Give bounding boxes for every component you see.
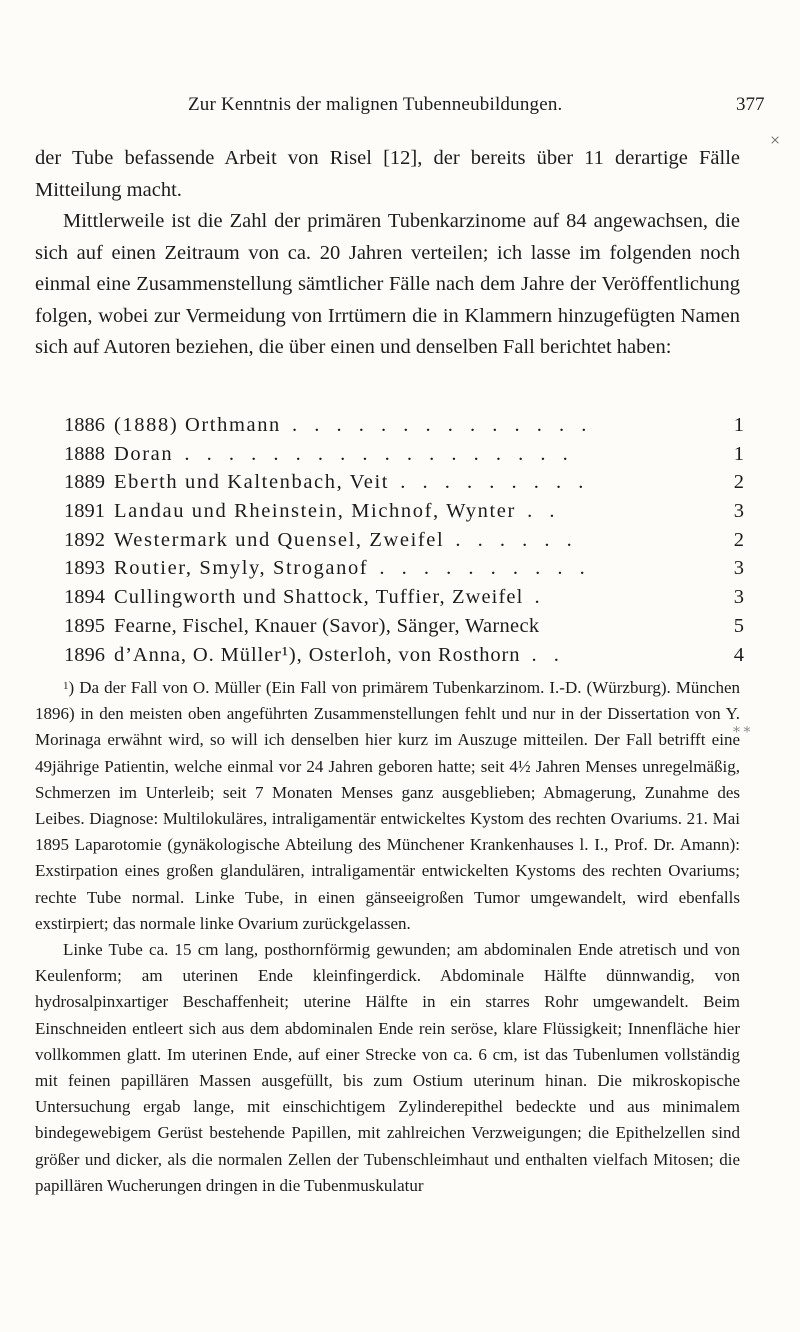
case-row [64,526,744,555]
case-count: 1 [733,414,744,436]
case-authors: Fearne, Fischel, Knauer (Savor), Sänger, Warneck [114,614,540,637]
footnote-paragraph-1 [35,675,740,937]
case-row [64,497,744,526]
case-year: 1895 [64,614,105,637]
case-count: 2 [733,528,744,551]
intro-paragraph-2: Mittlerweile ist die Zahl der primären Tubenkarzinome auf 84 angewachsen, die sich auf einen Zeitraum von ca. 20 Jahren verteilen; ich lasse im folgenden noch einmal eine Zusammenstellung sämtlicher Fälle nach dem Jahre der Veröffentlichung folgen, wobei zur Vermeidung von Irrtümern die in Klammern hinzugefügten Namen sich auf Autoren beziehen, die über einen und denselben Fall berichtet haben: [35,210,740,358]
case-year: 1894 [64,586,105,609]
case-count: 4 [733,643,744,666]
footnote-text-1: ) Da der Fall von O. Müller (Ein Fall von primärem Tubenkarzinom. I.-D. (Würzburg). München 1896) in den meisten oben angeführten Zusammenstellungen fehlt und nur in der Dissertation von Y. Morinaga erwähnt wird, so will ich denselben hier kurz im Auszuge mitteilen. Der Fall betrifft eine 49jährige Patientin, welche einmal vor 24 Jahren geboren hatte; seit 4½ Jahren Menses unregelmäßig, Schmerzen im Unterleib; seit 7 Monaten Menses ganz ausgeblieben; Abmagerung, Zunahme des Leibes. Diagnose: Multilokuläres, intraligamentär entwickeltes Kystom des rechten Ovariums. 21. Mai 1895 Laparotomie (gynäkologische Abteilung des Münchener Krankenhauses l. I., Prof. Dr. Amann): Exstirpation eines großen glandulären, intraligamentär entwickelten Kystoms des rechten Ovariums; rechte Tube normal. Linke Tube, in einen gänseeigroßen Tumor umgewandelt, wird ebenfalls exstirpiert; das normale linke Ovarium zurückgelassen. [35,678,740,933]
case-count: 3 [733,586,744,609]
leader-dots: . . [520,643,565,666]
case-row [64,468,744,497]
case-row [64,411,744,440]
margin-mark: × [770,130,781,150]
leader-dots: . . . . . . . . . . [368,557,591,580]
case-row [64,554,744,583]
leader-dots: . . . . . . . . . [389,471,590,494]
running-title: Zur Kenntnis der malignen Tubenneubildungen. [188,94,563,115]
leader-dots: . . . . . . [444,528,578,551]
intro-text [35,143,740,364]
margin-smudge: ⁎ ⁎ [733,721,751,736]
case-count: 3 [733,500,744,523]
case-authors: (1888) Orthmann [114,414,281,436]
leader-dots: . . . . . . . . . . . . . . [280,414,593,436]
case-year: 1896 [64,643,105,666]
case-count: 5 [733,614,744,637]
intro-paragraph-1: der Tube befassende Arbeit von Risel [12], der bereits über 11 derartige Fälle Mitteilung macht. [35,147,740,201]
case-authors: Cullingworth und Shattock, Tuffier, Zweifel [114,586,524,609]
page-number: 377 [736,94,765,115]
leader-dots: . [523,586,546,609]
case-authors: Westermark und Quensel, Zweifel [114,528,445,551]
case-row [64,583,744,612]
case-authors: d’Anna, O. Müller¹), Osterloh, von Rosthorn [114,643,521,666]
case-row [64,641,744,670]
case-authors: Landau und Rheinstein, Michnof, Wynter [114,500,516,523]
case-year: 1886 [64,414,105,436]
case-count: 1 [733,442,744,465]
case-year: 1889 [64,471,105,494]
case-authors: Routier, Smyly, Stroganof [114,557,369,580]
footnote-paragraph-2: Linke Tube ca. 15 cm lang, posthornförmig gewunden; am abdominalen Ende atretisch und von Keulenform; am uterinen Ende kleinfingerdick. Abdominale Hälfte dünnwandig, von hydrosalpinxartiger Beschaffenheit; uterine Hälfte in ein starres Rohr umgewandelt. Beim Einschneiden entleert sich aus dem abdominalen Ende rein seröse, klare Flüssigkeit; Innenfläche hier vollkommen glatt. Im uterinen Ende, auf einer Strecke von ca. 6 cm, ist das Tubenlumen vollständig mit feinen papillären Massen ausgefüllt, bis zum Ostium uterinum hinan. Die mikroskopische Untersuchung ergab lange, mit einschichtigem Zylinderepithel bedeckte und aus minimalem bindegewebigem Gerüst bestehende Papillen, mit zahlreichen Verzweigungen; die Epithelzellen sind größer und dicker, als die normalen Zellen der Tubenschleimhaut und enthalten vielfach Mitosen; die papillären Wucherungen dringen in die Tubenmuskulatur [35,940,740,1195]
case-row [64,612,744,641]
case-authors: Eberth und Kaltenbach, Veit [114,471,390,494]
leader-dots: . . . . . . . . . . . . . . . . . . [173,442,574,465]
case-count: 2 [733,471,744,494]
footnote-marker: 1 [63,680,69,692]
leader-dots: . . [515,500,561,523]
case-row [64,440,744,469]
case-authors: Doran [114,442,174,465]
case-year: 1891 [64,500,105,523]
case-year: 1893 [64,557,105,580]
case-year: 1888 [64,442,105,465]
case-count: 3 [733,557,744,580]
footnote [35,675,740,1199]
case-year: 1892 [64,528,105,551]
case-list [64,411,744,669]
